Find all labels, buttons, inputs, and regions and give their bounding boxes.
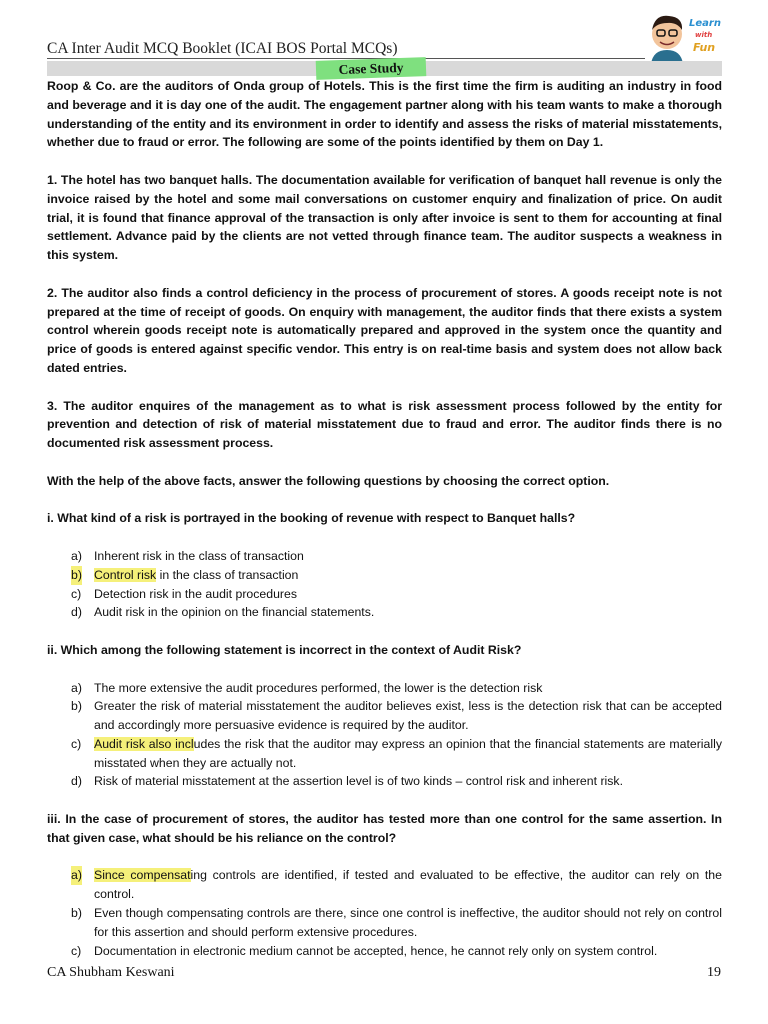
option-1c — [47, 585, 722, 604]
question-1: i. What kind of a risk is portrayed in the booking of revenue with respect to Banquet halls? — [47, 511, 576, 526]
option-letter: c) — [71, 586, 82, 601]
option-text: Detection risk in the audit procedures — [94, 586, 298, 601]
question-2: ii. Which among the following statement is incorrect in the context of Audit Risk? — [47, 642, 522, 657]
case-study-label: Case Study — [316, 57, 427, 80]
footer-author: CA Shubham Keswani — [47, 965, 175, 980]
option-letter: a) — [71, 680, 82, 695]
highlighted-answer: Audit risk also incl — [94, 736, 194, 751]
option-1b — [47, 566, 722, 585]
option-letter: d) — [71, 605, 82, 620]
learn-with-fun-logo — [645, 10, 725, 64]
point-2: 2. The auditor also finds a control deficiency in the process of procurement of stores. A goods receipt note is not prepared at the time of receipt of goods. On enquiry with management, the auditor finds that there exists a system control wherein goods receipt note is automatically prepared and approved in the system once the quantity and price of goods is entered against specific vendor. This entry is on real-time basis and system does not allow back dated entries. — [47, 285, 722, 375]
option-text: udes the risk that the auditor may express an opinion that the financial statements are materially misstated when they are actually not. — [94, 736, 722, 770]
option-2d — [47, 772, 722, 791]
option-3c — [47, 942, 722, 961]
option-letter: b) — [71, 566, 82, 585]
point-3: 3. The auditor enquires of the management as to what is risk assessment process followed by the entity for prevention and detection of risk of material misstatement due to fraud and error. The auditor finds there is no documented risk assessment process. — [47, 398, 722, 451]
question-3-options — [47, 866, 722, 960]
svg-text:Learn: Learn — [689, 18, 721, 29]
option-3a — [47, 866, 722, 904]
option-3b — [47, 904, 722, 942]
question-3: iii. In the case of procurement of stores, the auditor has tested more than one control for the same assertion. In that given case, what should be his reliance on the control? — [47, 812, 722, 845]
question-1-options — [47, 547, 722, 622]
highlighted-answer: Since compensat — [94, 868, 191, 883]
option-text: Documentation in electronic medium cannot be accepted, hence, he cannot rely only on system control. — [94, 943, 658, 958]
option-text: Even though compensating controls are there, since one control is ineffective, the auditor should not rely on control for this assertion and should perform extensive procedures. — [94, 906, 722, 939]
option-letter: c) — [71, 943, 82, 958]
page-number: 19 — [707, 965, 721, 980]
header-title: CA Inter Audit MCQ Booklet (ICAI BOS Portal MCQs) — [47, 40, 398, 57]
option-1a — [47, 547, 722, 566]
option-text: Risk of material misstatement at the assertion level is of two kinds – control risk and inherent risk. — [94, 774, 623, 789]
option-text: The more extensive the audit procedures performed, the lower is the detection risk — [94, 680, 543, 695]
option-2a — [47, 679, 722, 698]
svg-text:with: with — [695, 31, 713, 39]
option-letter: a) — [71, 548, 82, 563]
option-letter: b) — [71, 906, 82, 921]
option-1d — [47, 603, 722, 622]
option-text: ing controls are identified, if tested and evaluated to be effective, the auditor can rely on the control. — [94, 868, 722, 902]
option-text: in the class of transaction — [156, 567, 299, 582]
page-content — [47, 77, 722, 960]
option-text: Audit risk in the opinion on the financial statements. — [94, 605, 375, 620]
question-2-options — [47, 679, 722, 792]
svg-text:Fun: Fun — [693, 41, 716, 54]
option-2c — [47, 735, 722, 773]
instruction: With the help of the above facts, answer the following questions by choosing the correct option. — [47, 473, 610, 488]
point-1: 1. The hotel has two banquet halls. The documentation available for verification of banquet hall revenue is only the invoice raised by the hotel and some mail conversations on customer enquiry and finalization of price. On audit trial, it is found that finance approval of the transaction is only after invoice is sent to them for accounting at final settlement. Advance paid by the clients are not vetted through finance team. The auditor suspects a weakness in this system. — [47, 172, 722, 263]
intro-paragraph: Roop & Co. are the auditors of Onda group of Hotels. This is the first time the firm is auditing an industry in food and beverage and it is day one of the audit. The engagement partner along with his team wants to make a thorough understanding of the entity and its environment in order to identify and assess the risks of material misstatements, whether due to fraud or error. The following are some of the points identified by them on Day 1. — [47, 79, 722, 150]
option-text: Inherent risk in the class of transaction — [94, 548, 304, 563]
option-letter: d) — [71, 774, 82, 789]
option-letter: a) — [71, 866, 82, 885]
option-2b — [47, 697, 722, 735]
highlighted-answer: Control risk — [94, 567, 157, 582]
option-letter: c) — [71, 736, 82, 751]
option-letter: b) — [71, 699, 82, 714]
option-text: Greater the risk of material misstatement the auditor believes exist, less is the detection risk that can be accepted and accordingly more persuasive evidence is required by the auditor. — [94, 699, 722, 733]
